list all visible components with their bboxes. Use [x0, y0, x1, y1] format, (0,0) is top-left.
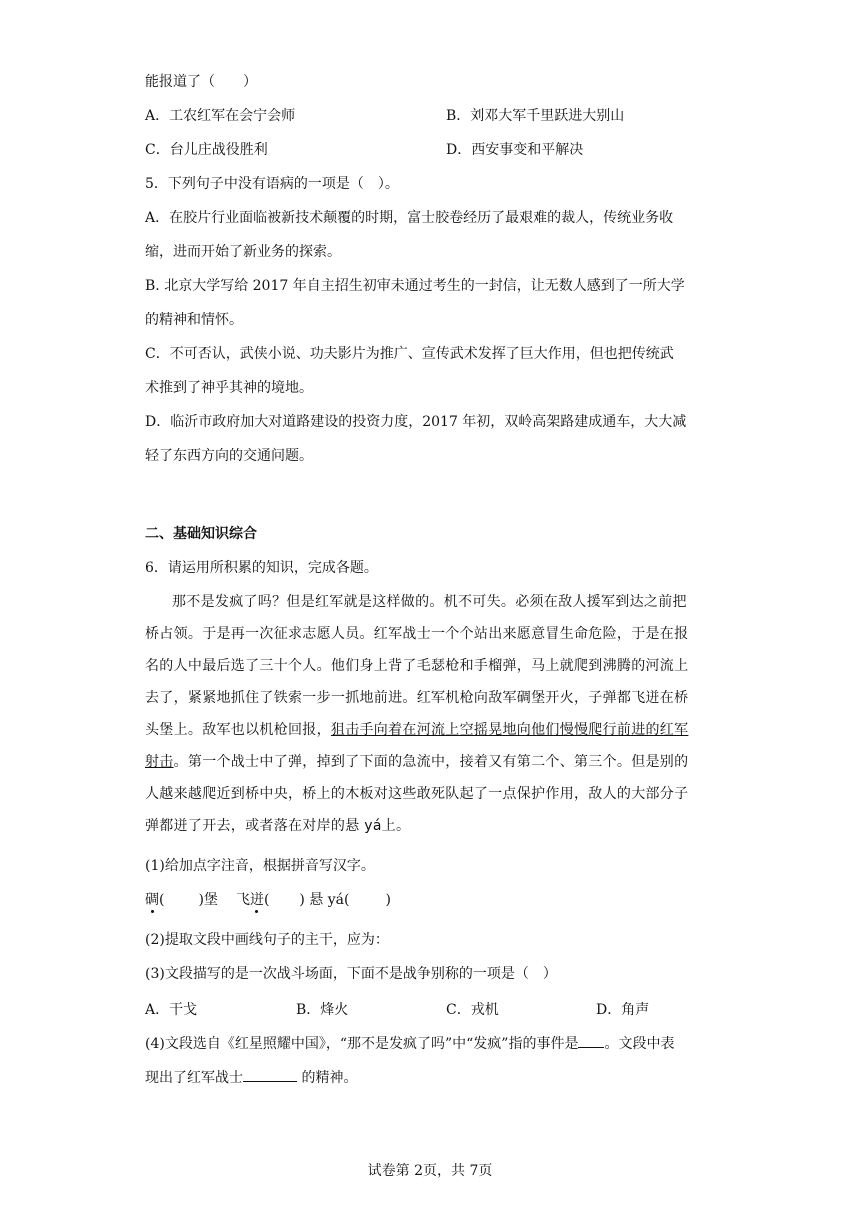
- passage-text: 。第一个战士中了弹，掉到了下面的急流中，接着又有第二个、第三个。但是别的: [173, 754, 689, 770]
- q6-stem: 6．请运用所积累的知识，完成各题。: [145, 560, 378, 576]
- q6-sub4-text: (4)文段选自《红星照耀中国》，“那不是发疯了吗”中“发疯”指的事件是: [145, 1036, 579, 1052]
- underlined-sentence: 狙击手向着在河流上空摇晃地向他们慢慢爬行前进的红军: [330, 722, 689, 738]
- q5-option-d: D．临沂市政府加大对道路建设的投资力度，2017 年初，双岭高架路建成通车，大大减: [145, 414, 687, 430]
- q6-sub4-cont-text: 现出了红军战士: [145, 1070, 243, 1086]
- answer-blank-spirit[interactable]: [243, 1067, 297, 1082]
- blank-close: ): [385, 892, 391, 908]
- passage-line-8: 弹都迸了开去，或者落在对岸的悬 yá上。: [145, 818, 411, 834]
- passage-line-2: 桥占领。于是再一次征求志愿人员。红军战士一个个站出来愿意冒生命危险，于是在报: [145, 626, 689, 642]
- q5-option-c: C．不可否认，武侠小说、功夫影片为推广、宣传武术发挥了巨大作用，但也把传统武: [145, 346, 674, 362]
- dotted-char-diao: 碉: [145, 892, 159, 908]
- q4-tail: 能报道了（ ）: [145, 74, 257, 90]
- q6-sub3-option-b: B．烽火: [296, 1002, 349, 1018]
- passage-line-7: 人越来越爬近到桥中央，桥上的木板对这些敢死队起了一点保护作用，敌人的大部分子: [145, 786, 689, 802]
- passage-text: 头堡上。敌军也以机枪回报，: [145, 722, 331, 738]
- q4-option-d: D．西安事变和平解决: [446, 142, 584, 158]
- q5-option-b: B. 北京大学写给 2017 年自主招生初审未通过考生的一封信，让无数人感到了一所大学: [145, 278, 685, 294]
- char-fei: 飞: [235, 892, 250, 908]
- underlined-sentence-end: 射击: [145, 754, 174, 770]
- q4-option-b: B．刘邓大军千里跃进大别山: [446, 108, 625, 124]
- q6-sub3-option-c: C．戎机: [446, 1002, 499, 1018]
- passage-line-4: 去了，紧紧地抓住了铁索一步一抓地前进。红军机枪向敌军碉堡开火，子弹都飞迸在桥: [145, 690, 689, 706]
- q4-option-a: A．工农红军在会宁会师: [145, 108, 296, 124]
- q6-sub4-text-end: 。文段中表: [604, 1036, 675, 1052]
- q6-sub1: (1)给加点字注音，根据拼音写汉字。: [145, 858, 375, 874]
- section-title: 二、基础知识综合: [145, 526, 257, 542]
- q6-sub3-option-d: D．角声: [596, 1002, 650, 1018]
- q6-sub1-blanks: 碉( )堡 飞迸( ) 悬 yá( ): [145, 892, 391, 908]
- q5-option-b-cont: 的精神和情怀。: [145, 312, 243, 328]
- q5-option-a-cont: 缩，进而开始了新业务的探索。: [145, 244, 341, 260]
- q4-option-c: C．台儿庄战役胜利: [145, 142, 268, 158]
- page-footer: 试卷第 2页，共 7页: [367, 1163, 493, 1179]
- q5-stem: 5．下列句子中没有语病的一项是（ ）。: [145, 176, 399, 192]
- q6-sub4-cont: [145, 1067, 357, 1087]
- passage-line-6: [145, 753, 688, 771]
- q6-sub4-cont-end: 的精神。: [297, 1070, 358, 1086]
- q6-sub3: (3)文段描写的是一次战斗场面，下面不是战争别称的一项是（ ）: [145, 966, 557, 982]
- passage-line-1: 那不是发疯了吗？但是红军就是这样做的。机不可失。必须在敌人援军到达之前把: [172, 594, 687, 610]
- passage-line-3: 名的人中最后选了三十个人。他们身上背了毛瑟枪和手榴弹，马上就爬到沸腾的河流上: [145, 658, 689, 674]
- q5-option-c-cont: 术推到了神乎其神的境地。: [145, 380, 313, 396]
- q6-sub3-option-a: A．干戈: [145, 1002, 198, 1018]
- dotted-char-beng: 迸: [249, 892, 264, 908]
- q5-option-a: A．在胶片行业面临被新技术颠覆的时期，富士胶卷经历了最艰难的裁人，传统业务收: [145, 210, 674, 226]
- answer-blank-event[interactable]: [578, 1033, 604, 1048]
- q5-option-d-cont: 轻了东西方向的交通问题。: [145, 448, 313, 464]
- blank-label-xuan-ya: ) 悬 yá(: [299, 892, 350, 908]
- passage-line-5: [145, 721, 688, 739]
- q6-sub2: (2)提取文段中画线句子的主干，应为：: [145, 932, 389, 948]
- blank-label-bao: )堡: [198, 892, 218, 908]
- q6-sub4: [145, 1033, 674, 1053]
